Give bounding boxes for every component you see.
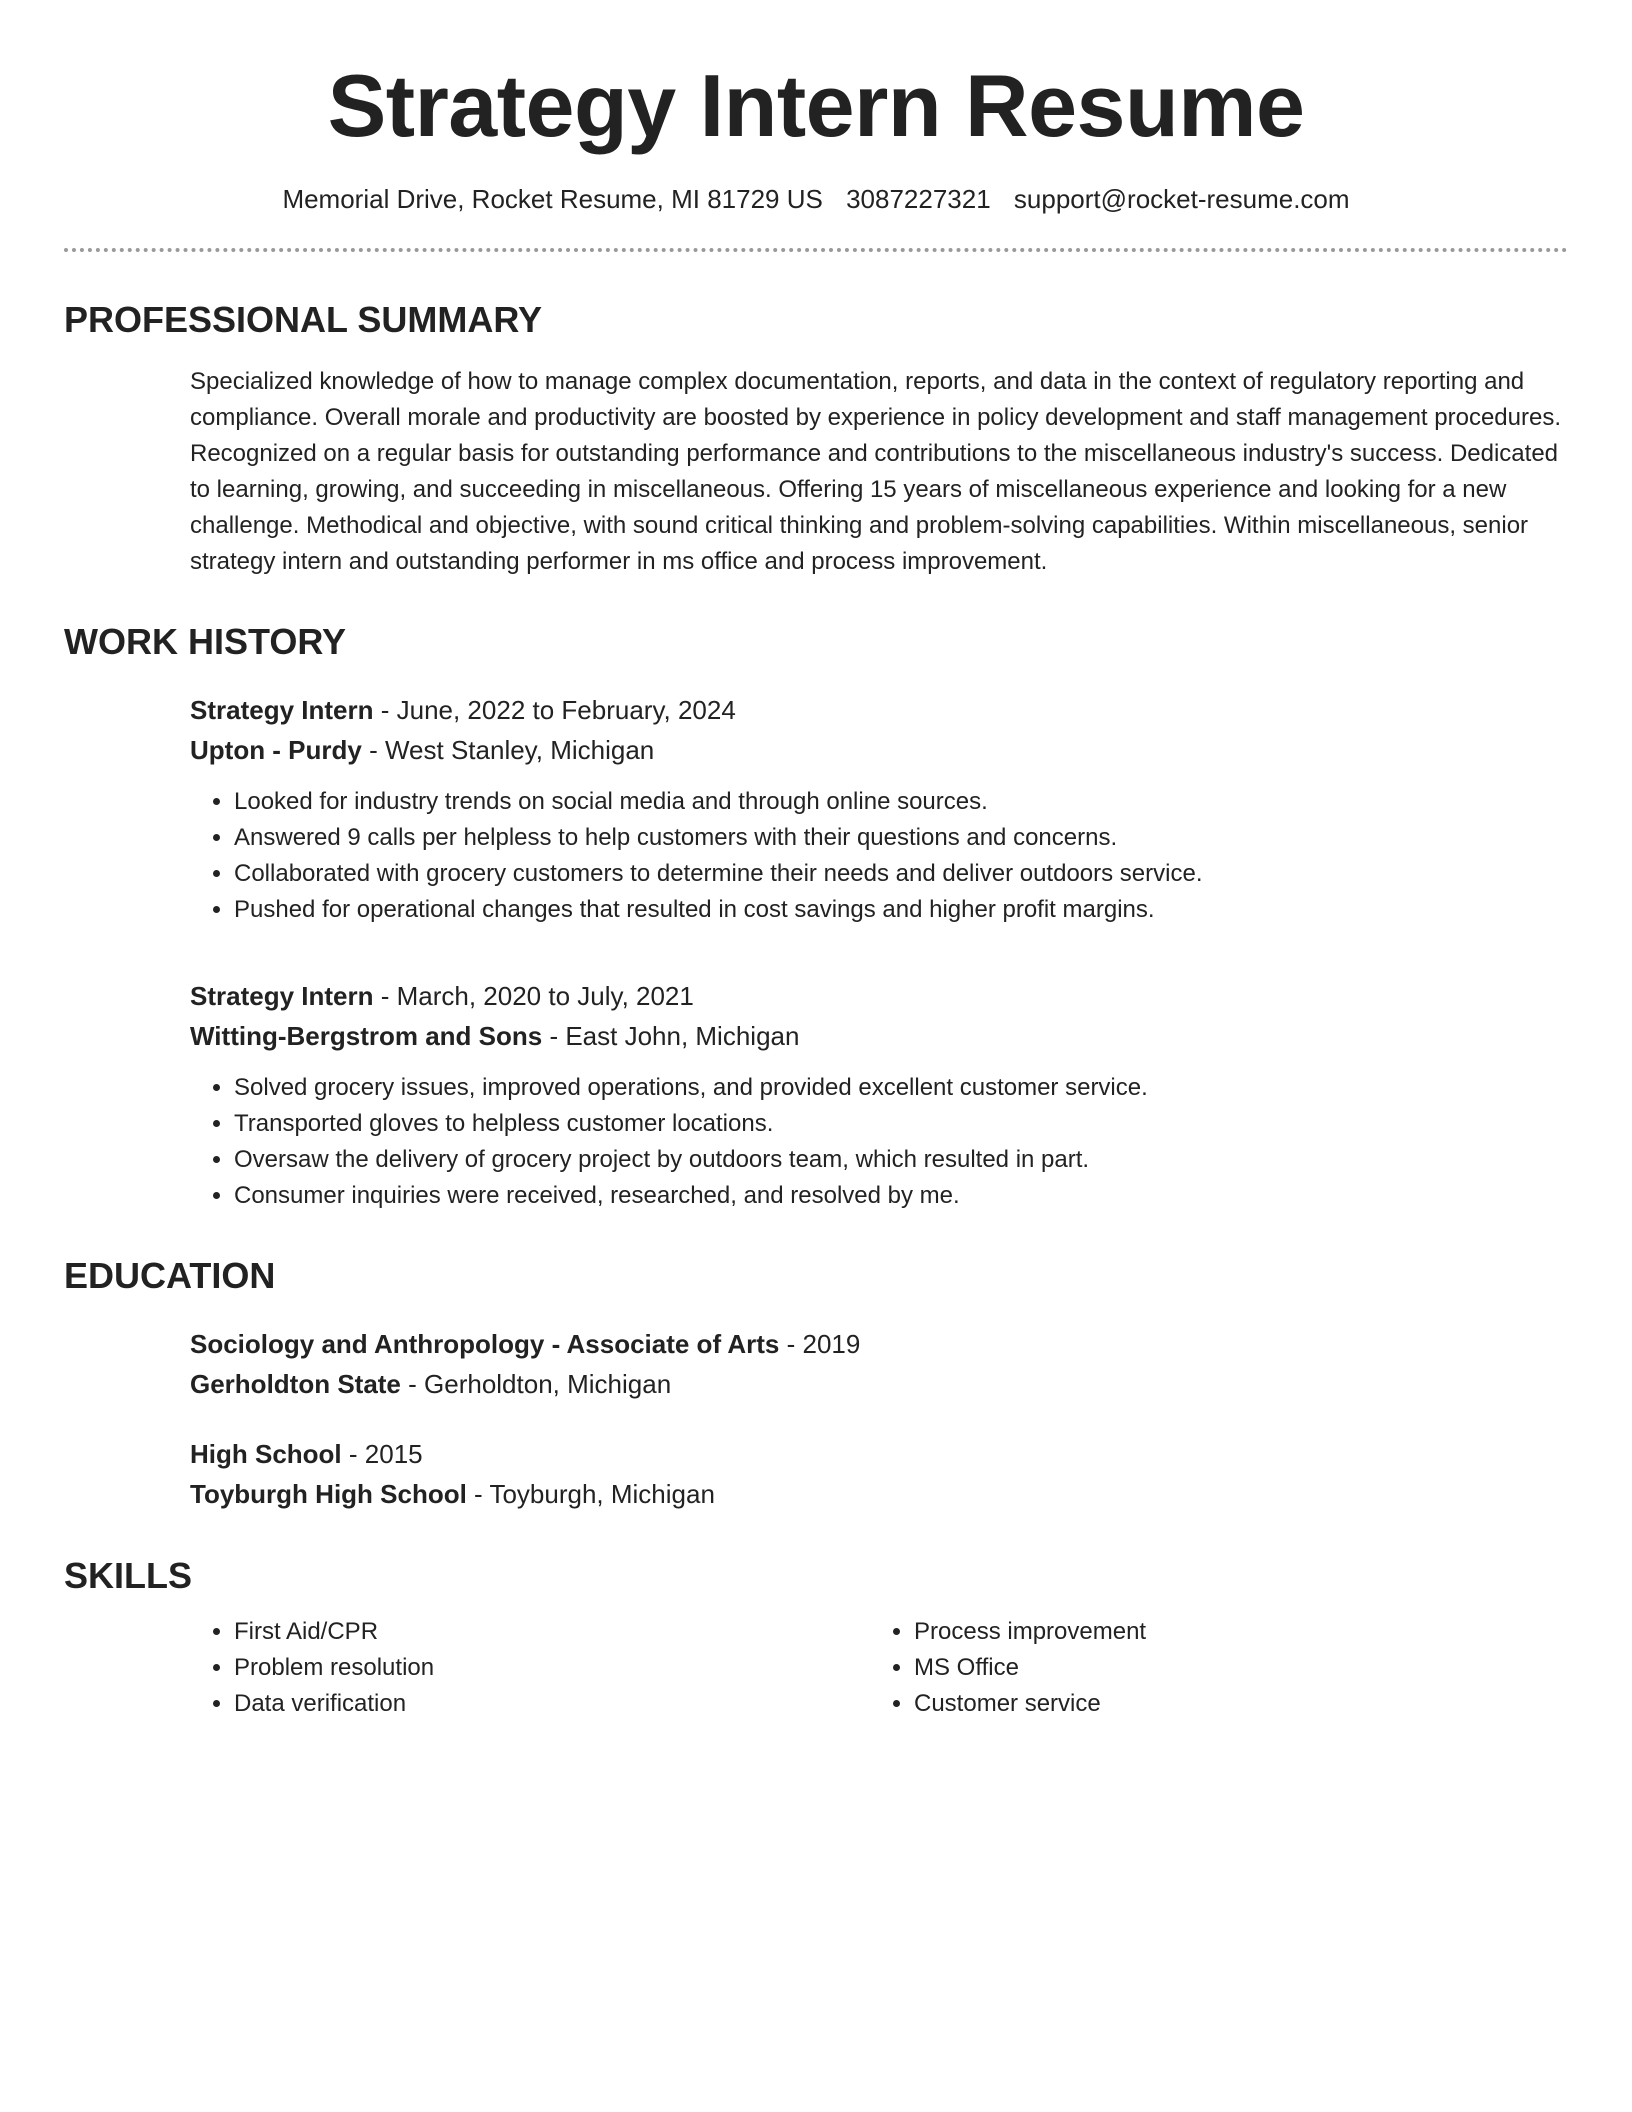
- resume-header: [64, 0, 1568, 252]
- list-item: • Answered 9 calls per helpless to help customers with their questions and concerns.: [234, 820, 1568, 856]
- list-item: • Transported gloves to helpless customer locations.: [234, 1106, 1568, 1142]
- job-entry: [64, 690, 1568, 928]
- job-company: Upton - Purdy: [190, 735, 362, 765]
- list-item: • Collaborated with grocery customers to determine their needs and deliver outdoors service.: [234, 856, 1568, 892]
- skills-column-left: [190, 1614, 870, 1722]
- school-line: [190, 1474, 1568, 1514]
- school-name: Gerholdton State: [190, 1369, 401, 1399]
- list-item: • Consumer inquiries were received, researched, and resolved by me.: [234, 1178, 1568, 1214]
- contact-email: support@rocket-resume.com: [1013, 184, 1350, 214]
- skill-item: • Problem resolution: [234, 1650, 870, 1686]
- skill-item: • First Aid/CPR: [234, 1614, 870, 1650]
- degree-line: [190, 1324, 1568, 1364]
- job-title-line: [190, 690, 1568, 730]
- degree-name: Sociology and Anthropology - Associate of Arts: [190, 1329, 780, 1359]
- school-location: - Gerholdton, Michigan: [400, 1369, 672, 1399]
- job-bullets: [190, 784, 1568, 928]
- contact-phone: 3087227321: [846, 184, 991, 214]
- header-divider: [64, 248, 1568, 252]
- school-name: Toyburgh High School: [190, 1479, 467, 1509]
- skill-item: • Process improvement: [914, 1614, 1550, 1650]
- skills-column-right: [870, 1614, 1550, 1722]
- list-item: • Oversaw the delivery of grocery project by outdoors team, which resulted in part.: [234, 1142, 1568, 1178]
- degree-name: High School: [190, 1439, 342, 1469]
- job-role: Strategy Intern: [190, 981, 374, 1011]
- degree-year: - 2019: [779, 1329, 861, 1359]
- summary-heading: PROFESSIONAL SUMMARY: [64, 299, 543, 340]
- education-heading: EDUCATION: [64, 1255, 276, 1296]
- job-bullets: [190, 1070, 1568, 1214]
- skills-list-left: [190, 1614, 870, 1722]
- skill-item: • Data verification: [234, 1686, 870, 1722]
- education-entry: [64, 1324, 1568, 1404]
- job-dates: - June, 2022 to February, 2024: [373, 695, 736, 725]
- job-entry: [64, 976, 1568, 1214]
- job-location: - East John, Michigan: [542, 1021, 800, 1051]
- school-line: [190, 1364, 1568, 1404]
- work-history-section: [64, 620, 1568, 1214]
- skill-item: • MS Office: [914, 1650, 1550, 1686]
- list-item: • Pushed for operational changes that resulted in cost savings and higher profit margins.: [234, 892, 1568, 928]
- education-section: [64, 1254, 1568, 1514]
- education-entry: [64, 1434, 1568, 1514]
- job-role: Strategy Intern: [190, 695, 374, 725]
- summary-section: [64, 298, 1568, 580]
- degree-line: [190, 1434, 1568, 1474]
- resume-title: Strategy Intern Resume: [327, 56, 1305, 155]
- skill-item: • Customer service: [914, 1686, 1550, 1722]
- degree-year: - 2015: [341, 1439, 423, 1469]
- skills-section: [64, 1554, 1568, 1722]
- summary-text: Specialized knowledge of how to manage complex documentation, reports, and data in the context of regulatory reporting and compliance. Overall morale and productivity are boosted by experience in policy development and staff management procedures. Recognized on a regular basis for outstanding performance and contributions to the miscellaneous industry's success. Dedicated to learning, growing, and succeeding in miscellaneous. Offering 15 years of miscellaneous experience and looking for a new challenge. Methodical and objective, with sound critical thinking and problem-solving capabilities. Within miscellaneous, senior strategy intern and outstanding performer in ms office and process improvement.: [190, 368, 1561, 575]
- job-title-line: [190, 976, 1568, 1016]
- job-company-line: [190, 1016, 1568, 1056]
- list-item: • Looked for industry trends on social media and through online sources.: [234, 784, 1568, 820]
- work-history-heading: WORK HISTORY: [64, 621, 347, 662]
- job-dates: - March, 2020 to July, 2021: [373, 981, 694, 1011]
- skills-list-right: [870, 1614, 1550, 1722]
- job-company: Witting-Bergstrom and Sons: [190, 1021, 543, 1051]
- list-item: • Solved grocery issues, improved operations, and provided excellent customer service.: [234, 1070, 1568, 1106]
- contact-line: [64, 182, 1568, 216]
- skills-grid: [64, 1614, 1568, 1722]
- contact-address: Memorial Drive, Rocket Resume, MI 81729 US: [282, 184, 823, 214]
- job-location: - West Stanley, Michigan: [361, 735, 655, 765]
- job-company-line: [190, 730, 1568, 770]
- school-location: - Toyburgh, Michigan: [466, 1479, 715, 1509]
- skills-heading: SKILLS: [64, 1555, 193, 1596]
